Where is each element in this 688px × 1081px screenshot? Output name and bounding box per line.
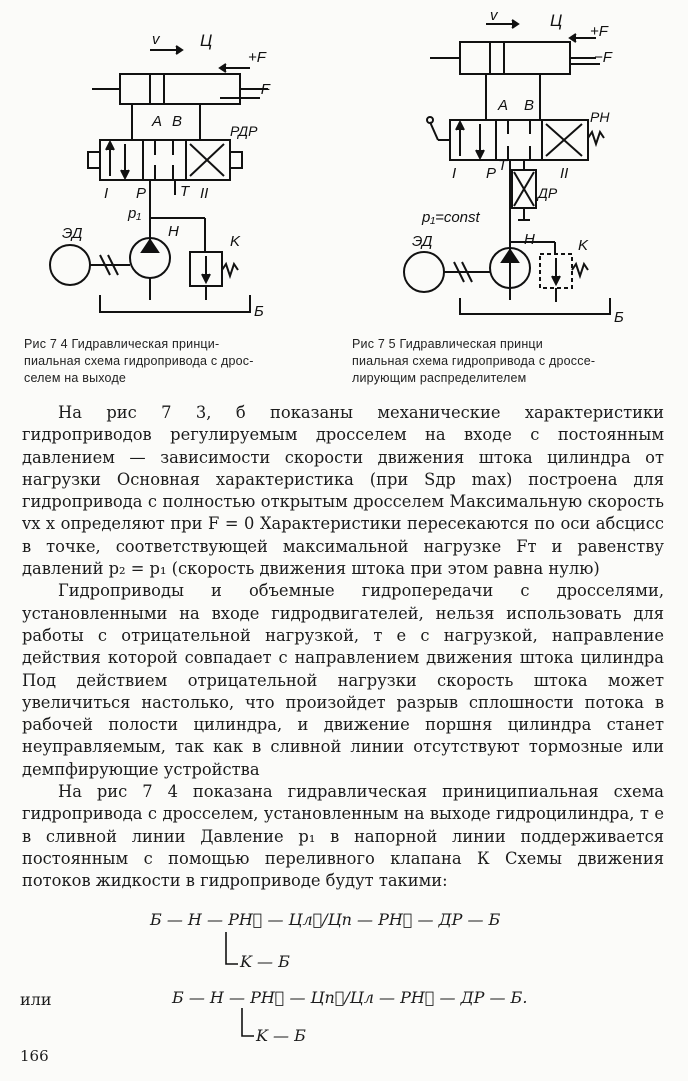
- label-h: H: [168, 223, 179, 240]
- body-text: [22, 402, 664, 893]
- label-b: B: [524, 97, 535, 114]
- label-tank: Б: [614, 309, 624, 326]
- label-i: I: [104, 185, 109, 202]
- label-ii: II: [200, 185, 209, 202]
- label-rh: PH: [590, 109, 610, 125]
- figure-7-5-schematic: [390, 10, 650, 330]
- label-minus-f: −F: [594, 49, 612, 66]
- paragraph-2: Гидроприводы и объемные гидропередачи с дросселями, установленными на входе гидродвигателей, нельзя использовать для работы с отрицательной нагрузкой, т е с нагрузкой, направление действия которой совпадает с направлением движения штока цилиндра Под действием отрицательной нагрузки скорость штока может увеличиться настолько, что произойдет разрыв сплошности потока в рабочей полости цилиндра, и движение поршня цилиндра станет неуправляемым, так как в сливной линии отсутствуют тормозные или демпфирующие устройства: [22, 581, 664, 779]
- label-plus-f: +F: [248, 49, 266, 66]
- flow-scheme-1-branch-text: K — Б: [240, 952, 290, 971]
- label-a: A: [498, 97, 509, 114]
- label-rdr: РДР: [230, 123, 258, 139]
- flow-scheme-2-branch-text: K — Б: [256, 1026, 306, 1045]
- label-a: A: [152, 113, 163, 130]
- label-h: H: [524, 231, 535, 248]
- label-v: v: [490, 10, 498, 24]
- formula-start: Б — Н —: [150, 910, 223, 929]
- paragraph-1: На рис 7 3, б показаны механические характеристики гидроприводов регулируемым дросселем на входе с постоянным давлением — зависимости скорости движения штока цилиндра от нагрузки Основная характеристика (при Sдр max) построена для гидропривода с полностью открытым дросселем Максимальную скорость vх х определяют при F = 0 Характеристики пересекаются по оси абсцисс в точке, соответствующей максимальной нагрузке Fт и равенству давлений p₂ = p₁ (скорость движения штока при этом равна нулю): [22, 403, 664, 579]
- formula-start: Б — Н —: [172, 988, 245, 1007]
- caption-line: пиальная схема гидропривода с дроссе-: [352, 354, 596, 368]
- flow-scheme-2: [172, 988, 527, 1007]
- label-k: K: [578, 237, 589, 254]
- label-plus-f: +F: [590, 23, 608, 40]
- or-label: или: [20, 990, 52, 1009]
- label-cyl: Ц: [200, 31, 213, 50]
- figure-7-4-schematic: [40, 30, 290, 330]
- label-tank: Б: [254, 303, 264, 320]
- caption-line: пиальная схема гидропривода с дрос-: [24, 354, 254, 368]
- figure-7-5-caption: [352, 336, 672, 387]
- label-t: T: [498, 157, 508, 174]
- caption-line: лирующим распределителем: [352, 371, 527, 385]
- label-ii: II: [560, 165, 569, 182]
- flow-scheme-1-branch: [222, 932, 242, 972]
- label-i: I: [452, 165, 457, 182]
- label-dr: ДР: [538, 185, 558, 201]
- page-number: 166: [20, 1047, 49, 1065]
- label-b: B: [172, 113, 183, 130]
- figure-7-4-caption: [24, 336, 324, 387]
- caption-line: Рис 7 4 Гидравлическая принци-: [24, 337, 220, 351]
- flow-scheme-1: [150, 910, 500, 929]
- label-t: T: [180, 183, 190, 200]
- paragraph-3: На рис 7 4 показана гидравлическая приниципиальная схема гидропривода с дросселем, установленным на выходе гидроцилиндра, т е в сливной линии Давление p₁ в напорной линии поддерживается постоянным с помощью переливного клапана К Схемы движения потоков жидкости в гидроприводе будут такими:: [22, 782, 664, 891]
- label-p: P: [136, 185, 147, 202]
- formula-main: PH⃖ — Цп⃖/Цл — PH⃖ — ДР — Б.: [250, 988, 528, 1007]
- label-p1-const: p₁=const: [422, 209, 480, 226]
- label-v: v: [152, 31, 160, 48]
- label-minus-f: −F: [252, 81, 270, 98]
- label-cyl: Ц: [550, 11, 563, 30]
- flow-scheme-2-branch: [238, 1008, 258, 1048]
- label-ed: ЭД: [412, 233, 433, 250]
- label-p: P: [486, 165, 497, 182]
- formula-main: PH⃗ — Цл⃗/Цп — PH⃗ — ДР — Б: [228, 910, 501, 929]
- label-ed: ЭД: [62, 225, 83, 242]
- caption-line: селем на выходе: [24, 371, 127, 385]
- caption-line: Рис 7 5 Гидравлическая принци: [352, 337, 543, 351]
- label-p1: p₁: [128, 205, 142, 222]
- label-k: K: [230, 233, 241, 250]
